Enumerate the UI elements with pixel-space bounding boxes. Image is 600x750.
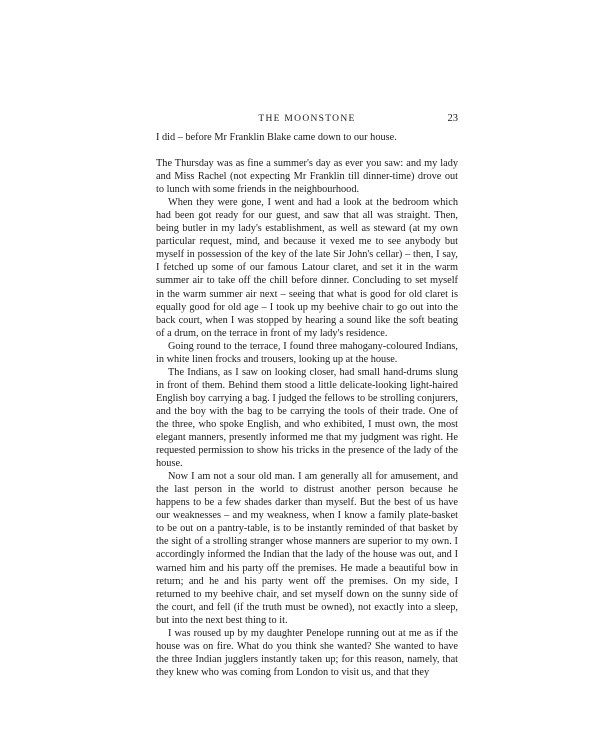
running-title: THE MOONSTONE: [258, 114, 356, 124]
paragraph: The Thursday was as fine a summer's day as ever you saw: and my lady and Miss Rachel (not expecting Mr Franklin till dinner-time) drove out to lunch with some friends in the neighbourhood.: [156, 158, 458, 196]
running-head: [156, 112, 458, 126]
paragraph-continuation: I did – before Mr Franklin Blake came down to our house.: [156, 132, 397, 143]
paragraph: Going round to the terrace, I found three mahogany-coloured Indians, in white linen frocks and trousers, looking up at the house.: [156, 340, 458, 365]
paragraph: When they were gone, I went and had a look at the bedroom which had been got ready for our guest, and saw that all was straight. Then, being butler in my lady's establishment, as well as steward (at my own particular request, mind, and because it vexed me to see anybody but myself in possession of the key of the late Sir John's cellar) – then, I say, I fetched up some of our famous Latour claret, and set it in the warm summer air to take off the chill before dinner. Concluding to set myself in the warm summer air next – seeing that what is good for old claret is equally good for old age – I took up my beehive chair to go out into the back court, when I was stopped by hearing a sound like the soft beating of a drum, on the terrace in front of my lady's residence.: [156, 197, 458, 339]
body-text: [156, 131, 458, 679]
paragraph: Now I am not a sour old man. I am generally all for amusement, and the last person in the world to distrust another person because he happens to be a few shades darker than myself. But the best of us have our weaknesses – and my weakness, when I know a family plate-basket to be out on a pantry-table, is to be instantly reminded of that basket by the sight of a strolling stranger whose manners are superior to my own. I accordingly informed the Indian that the lady of the house was out, and I warned him and his party off the premises. He made a beautiful bow in return; and he and his party went off the premises. On my side, I returned to my beehive chair, and set myself down on the sunny side of the court, and fell (if the truth must be owned), not exactly into a sleep, but into the next best thing to it.: [156, 471, 458, 626]
paragraph: The Indians, as I saw on looking closer, had small hand-drums slung in front of them. Behind them stood a little delicate-looking light-haired English boy carrying a bag. I judged the fellows to be strolling conjurers, and the boy with the bag to be carrying the tools of their trade. One of the three, who spoke English, and who exhibited, I must own, the most elegant manners, presently informed me that my judgment was right. He requested permission to show his tricks in the presence of the lady of the house.: [156, 366, 458, 470]
page-number: 23: [447, 113, 458, 124]
paragraph: I was roused up by my daughter Penelope running out at me as if the house was on fire. What do you think she wanted? She wanted to have the three Indian jugglers instantly taken up; for this reason, namely, that they knew who was coming from London to visit us, and that they: [156, 627, 458, 678]
